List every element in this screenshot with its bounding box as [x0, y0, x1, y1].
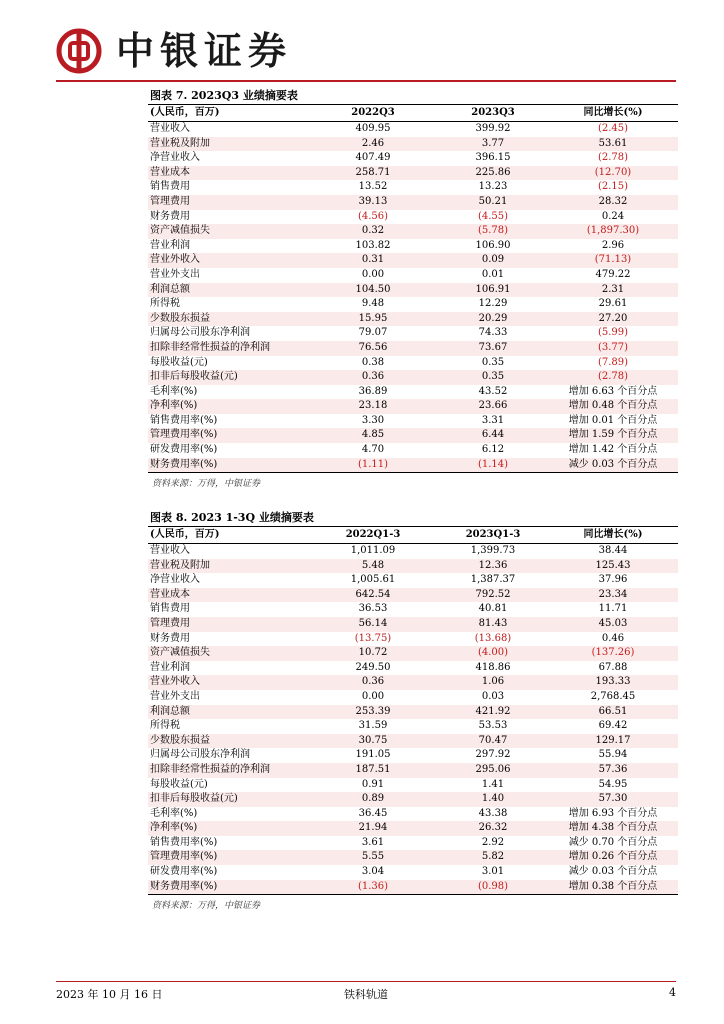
table-cell: (4.56) — [308, 210, 438, 225]
table-cell: 37.96 — [548, 573, 678, 588]
row-label: 毛利率(%) — [148, 807, 308, 822]
table2-section — [148, 510, 678, 911]
table-cell: 0.89 — [308, 792, 438, 807]
table-cell: 106.90 — [438, 239, 548, 254]
table2 — [148, 527, 678, 895]
row-label: 营业成本 — [148, 166, 308, 181]
table-row — [148, 821, 678, 836]
table-cell: 29.61 — [548, 297, 678, 312]
table-row — [148, 807, 678, 822]
row-label: 营业外支出 — [148, 690, 308, 705]
row-label: 扣除非经常性损益的净利润 — [148, 763, 308, 778]
table-cell: (2.78) — [548, 151, 678, 166]
table-cell: 2.96 — [548, 239, 678, 254]
table-row — [148, 763, 678, 778]
row-label: 每股收益(元) — [148, 356, 308, 371]
table1 — [148, 105, 678, 473]
row-label: 销售费用率(%) — [148, 836, 308, 851]
row-label: 销售费用率(%) — [148, 414, 308, 429]
table-cell: (2.45) — [548, 122, 678, 137]
table-row — [148, 792, 678, 807]
table-row — [148, 865, 678, 880]
table-row — [148, 748, 678, 763]
table-cell: (13.68) — [438, 632, 548, 647]
table-row — [148, 180, 678, 195]
table-cell: 36.89 — [308, 385, 438, 400]
table2-header-label: (人民币，百万) — [148, 527, 308, 544]
table-row — [148, 166, 678, 181]
table-row — [148, 675, 678, 690]
row-label: 营业外收入 — [148, 675, 308, 690]
table-cell: 125.43 — [548, 559, 678, 574]
table-cell: 1.06 — [438, 675, 548, 690]
table-cell: 0.36 — [308, 675, 438, 690]
table-cell: 2.31 — [548, 283, 678, 298]
table-cell: 3.61 — [308, 836, 438, 851]
table-cell: 15.95 — [308, 312, 438, 327]
table-cell: 479.22 — [548, 268, 678, 283]
row-label: 销售费用 — [148, 602, 308, 617]
table-cell: 6.44 — [438, 428, 548, 443]
table-cell: 5.48 — [308, 559, 438, 574]
row-label: 财务费用 — [148, 632, 308, 647]
row-label: 管理费用 — [148, 617, 308, 632]
table-row — [148, 385, 678, 400]
table-cell: 36.45 — [308, 807, 438, 822]
bank-of-china-logo-icon — [56, 28, 102, 74]
table-cell: 54.95 — [548, 778, 678, 793]
row-label: 少数股东损益 — [148, 312, 308, 327]
row-label: 销售费用 — [148, 180, 308, 195]
table-cell: 3.77 — [438, 137, 548, 152]
table-cell: 减少 0.03 个百分点 — [548, 865, 678, 880]
table-cell: 1,005.61 — [308, 573, 438, 588]
table2-header-col1: 2022Q1-3 — [308, 527, 438, 544]
table-cell: (0.98) — [438, 880, 548, 895]
table-cell: 12.29 — [438, 297, 548, 312]
table-cell: (4.00) — [438, 646, 548, 661]
table-cell: 0.32 — [308, 224, 438, 239]
table-row — [148, 399, 678, 414]
table-cell: 43.38 — [438, 807, 548, 822]
table-cell: 3.30 — [308, 414, 438, 429]
table-cell: 0.35 — [438, 356, 548, 371]
row-label: 利润总额 — [148, 283, 308, 298]
table-cell: 69.42 — [548, 719, 678, 734]
table-cell: 0.36 — [308, 370, 438, 385]
table-row — [148, 617, 678, 632]
row-label: 研发费用率(%) — [148, 865, 308, 880]
table-cell: (12.70) — [548, 166, 678, 181]
table-cell: 2.92 — [438, 836, 548, 851]
table-cell: 0.00 — [308, 268, 438, 283]
footer-date: 2023 年 10 月 16 日 — [56, 988, 163, 1001]
table-row — [148, 239, 678, 254]
table-cell: (1.14) — [438, 458, 548, 473]
table-cell: 40.81 — [438, 602, 548, 617]
row-label: 扣非后每股收益(元) — [148, 370, 308, 385]
table-cell: 31.59 — [308, 719, 438, 734]
table-cell: 73.67 — [438, 341, 548, 356]
table-cell: 2,768.45 — [548, 690, 678, 705]
table-row — [148, 224, 678, 239]
table-cell: 81.43 — [438, 617, 548, 632]
table-row — [148, 414, 678, 429]
row-label: 营业税及附加 — [148, 559, 308, 574]
table-cell: 418.86 — [438, 661, 548, 676]
table-cell: 297.92 — [438, 748, 548, 763]
row-label: 营业税及附加 — [148, 137, 308, 152]
row-label: 净营业收入 — [148, 573, 308, 588]
table-cell: (13.75) — [308, 632, 438, 647]
table-cell: 21.94 — [308, 821, 438, 836]
table-cell: 399.92 — [438, 122, 548, 137]
table-cell: 57.36 — [548, 763, 678, 778]
table-row — [148, 705, 678, 720]
table1-header-col1: 2022Q3 — [308, 105, 438, 122]
row-label: 管理费用率(%) — [148, 850, 308, 865]
table-cell: 0.38 — [308, 356, 438, 371]
table-cell: 27.20 — [548, 312, 678, 327]
row-label: 净利率(%) — [148, 399, 308, 414]
table-row — [148, 370, 678, 385]
table-row — [148, 122, 678, 137]
table-row — [148, 428, 678, 443]
table-row — [148, 880, 678, 895]
table-row — [148, 341, 678, 356]
table-cell: 642.54 — [308, 588, 438, 603]
table-cell: 38.44 — [548, 544, 678, 559]
table-cell: 0.46 — [548, 632, 678, 647]
row-label: 归属母公司股东净利润 — [148, 748, 308, 763]
table-cell: 1.41 — [438, 778, 548, 793]
row-label: 财务费用率(%) — [148, 880, 308, 895]
table-cell: 396.15 — [438, 151, 548, 166]
table-cell: 129.17 — [548, 734, 678, 749]
table-cell: 3.04 — [308, 865, 438, 880]
row-label: 营业外支出 — [148, 268, 308, 283]
page-footer — [56, 986, 676, 1002]
table1-header-col3: 同比增长(%) — [548, 105, 678, 122]
brand-name: 中银证券 — [116, 29, 293, 73]
table1-title: 图表 7. 2023Q3 业绩摘要表 — [148, 88, 678, 105]
table-cell: 9.48 — [308, 297, 438, 312]
table-cell: 53.61 — [548, 137, 678, 152]
row-label: 少数股东损益 — [148, 734, 308, 749]
table-cell: 5.82 — [438, 850, 548, 865]
table-cell: 253.39 — [308, 705, 438, 720]
row-label: 研发费用率(%) — [148, 443, 308, 458]
table-row — [148, 268, 678, 283]
table-row — [148, 661, 678, 676]
table-cell: 104.50 — [308, 283, 438, 298]
table2-header-col2: 2023Q1-3 — [438, 527, 548, 544]
table-cell: 106.91 — [438, 283, 548, 298]
row-label: 每股收益(元) — [148, 778, 308, 793]
table-cell: 103.82 — [308, 239, 438, 254]
table-cell: (4.55) — [438, 210, 548, 225]
table-cell: 增加 0.01 个百分点 — [548, 414, 678, 429]
table-cell: 增加 6.93 个百分点 — [548, 807, 678, 822]
page-number: 4 — [669, 986, 676, 999]
table-cell: 66.51 — [548, 705, 678, 720]
table-row — [148, 646, 678, 661]
table-cell: 增加 6.63 个百分点 — [548, 385, 678, 400]
table-row — [148, 253, 678, 268]
table-cell: (2.15) — [548, 180, 678, 195]
table-cell: 0.91 — [308, 778, 438, 793]
table1-section — [148, 88, 678, 489]
footer-company: 铁科轨道 — [344, 988, 388, 1001]
table-cell: 55.94 — [548, 748, 678, 763]
table-row — [148, 573, 678, 588]
table-cell: 0.00 — [308, 690, 438, 705]
row-label: 营业利润 — [148, 661, 308, 676]
table-cell: 225.86 — [438, 166, 548, 181]
row-label: 财务费用率(%) — [148, 458, 308, 473]
table-row — [148, 458, 678, 473]
table-cell: (1.36) — [308, 880, 438, 895]
table-row — [148, 734, 678, 749]
table-cell: 11.71 — [548, 602, 678, 617]
table-cell: 6.12 — [438, 443, 548, 458]
row-label: 资产减值损失 — [148, 646, 308, 661]
table-row — [148, 836, 678, 851]
table-cell: 191.05 — [308, 748, 438, 763]
row-label: 扣除非经常性损益的净利润 — [148, 341, 308, 356]
table-cell: 增加 0.26 个百分点 — [548, 850, 678, 865]
row-label: 所得税 — [148, 719, 308, 734]
table-cell: 79.07 — [308, 326, 438, 341]
table-cell: 增加 0.38 个百分点 — [548, 880, 678, 895]
table-row — [148, 544, 678, 559]
table-cell: 3.01 — [438, 865, 548, 880]
table-row — [148, 195, 678, 210]
table-cell: 增加 4.38 个百分点 — [548, 821, 678, 836]
page-header — [56, 24, 676, 80]
table-cell: 增加 1.59 个百分点 — [548, 428, 678, 443]
table-cell: 43.52 — [438, 385, 548, 400]
row-label: 资产减值损失 — [148, 224, 308, 239]
table-cell: 2.46 — [308, 137, 438, 152]
row-label: 财务费用 — [148, 210, 308, 225]
table-cell: 0.35 — [438, 370, 548, 385]
table-cell: 0.24 — [548, 210, 678, 225]
table-cell: 421.92 — [438, 705, 548, 720]
table1-header-label: (人民币，百万) — [148, 105, 308, 122]
table-cell: 39.13 — [308, 195, 438, 210]
table2-header-col3: 同比增长(%) — [548, 527, 678, 544]
table-cell: 249.50 — [308, 661, 438, 676]
table-cell: 23.34 — [548, 588, 678, 603]
table-cell: 23.18 — [308, 399, 438, 414]
table-cell: 3.31 — [438, 414, 548, 429]
table-cell: 45.03 — [548, 617, 678, 632]
table-cell: 减少 0.03 个百分点 — [548, 458, 678, 473]
row-label: 净营业收入 — [148, 151, 308, 166]
table1-header-col2: 2023Q3 — [438, 105, 548, 122]
table-row — [148, 719, 678, 734]
table-row — [148, 632, 678, 647]
table-cell: 13.23 — [438, 180, 548, 195]
row-label: 所得税 — [148, 297, 308, 312]
table-cell: 1,011.09 — [308, 544, 438, 559]
table-cell: 0.03 — [438, 690, 548, 705]
table-cell: 0.09 — [438, 253, 548, 268]
table-cell: 70.47 — [438, 734, 548, 749]
table-cell: (2.78) — [548, 370, 678, 385]
table-row — [148, 326, 678, 341]
footer-rule — [56, 981, 676, 982]
row-label: 营业成本 — [148, 588, 308, 603]
table-row — [148, 297, 678, 312]
row-label: 营业外收入 — [148, 253, 308, 268]
table-cell: 10.72 — [308, 646, 438, 661]
table-cell: 1,387.37 — [438, 573, 548, 588]
row-label: 净利率(%) — [148, 821, 308, 836]
row-label: 管理费用 — [148, 195, 308, 210]
table-cell: (1,897.30) — [548, 224, 678, 239]
table-row — [148, 559, 678, 574]
table-cell: (137.26) — [548, 646, 678, 661]
table-row — [148, 778, 678, 793]
table-row — [148, 356, 678, 371]
table-row — [148, 312, 678, 327]
row-label: 扣非后每股收益(元) — [148, 792, 308, 807]
table-row — [148, 137, 678, 152]
header-rule — [56, 80, 676, 82]
table2-title: 图表 8. 2023 1-3Q 业绩摘要表 — [148, 510, 678, 527]
table-cell: 4.70 — [308, 443, 438, 458]
table-row — [148, 690, 678, 705]
table-cell: (1.11) — [308, 458, 438, 473]
table-cell: 193.33 — [548, 675, 678, 690]
row-label: 毛利率(%) — [148, 385, 308, 400]
row-label: 营业收入 — [148, 544, 308, 559]
table-cell: 28.32 — [548, 195, 678, 210]
table-row — [148, 588, 678, 603]
table-cell: 74.33 — [438, 326, 548, 341]
table-cell: 5.55 — [308, 850, 438, 865]
table1-source: 资料来源：万得，中银证券 — [152, 479, 261, 490]
row-label: 营业利润 — [148, 239, 308, 254]
table-row — [148, 443, 678, 458]
row-label: 归属母公司股东净利润 — [148, 326, 308, 341]
table-cell: 57.30 — [548, 792, 678, 807]
table-row — [148, 850, 678, 865]
table-cell: 0.01 — [438, 268, 548, 283]
row-label: 营业收入 — [148, 122, 308, 137]
table-cell: 295.06 — [438, 763, 548, 778]
table-cell: 56.14 — [308, 617, 438, 632]
table-cell: 增加 0.48 个百分点 — [548, 399, 678, 414]
table-cell: 26.32 — [438, 821, 548, 836]
table-row — [148, 602, 678, 617]
table-cell: 12.36 — [438, 559, 548, 574]
table-cell: 258.71 — [308, 166, 438, 181]
table-cell: 增加 1.42 个百分点 — [548, 443, 678, 458]
table-cell: 23.66 — [438, 399, 548, 414]
table-row — [148, 210, 678, 225]
table-cell: (5.99) — [548, 326, 678, 341]
table-cell: 53.53 — [438, 719, 548, 734]
table-cell: (71.13) — [548, 253, 678, 268]
table-cell: 50.21 — [438, 195, 548, 210]
table-cell: 1.40 — [438, 792, 548, 807]
table-cell: (5.78) — [438, 224, 548, 239]
table-cell: 20.29 — [438, 312, 548, 327]
table-cell: 187.51 — [308, 763, 438, 778]
table-cell: 67.88 — [548, 661, 678, 676]
table-cell: (3.77) — [548, 341, 678, 356]
table-cell: 30.75 — [308, 734, 438, 749]
table2-source: 资料来源：万得，中银证券 — [152, 901, 261, 912]
table-cell: 407.49 — [308, 151, 438, 166]
table-cell: (7.89) — [548, 356, 678, 371]
table-cell: 409.95 — [308, 122, 438, 137]
table-cell: 0.31 — [308, 253, 438, 268]
row-label: 管理费用率(%) — [148, 428, 308, 443]
table-cell: 36.53 — [308, 602, 438, 617]
table-cell: 1,399.73 — [438, 544, 548, 559]
table-cell: 4.85 — [308, 428, 438, 443]
table-row — [148, 151, 678, 166]
table-cell: 76.56 — [308, 341, 438, 356]
table-row — [148, 283, 678, 298]
row-label: 利润总额 — [148, 705, 308, 720]
table-cell: 减少 0.70 个百分点 — [548, 836, 678, 851]
table-cell: 13.52 — [308, 180, 438, 195]
table-cell: 792.52 — [438, 588, 548, 603]
